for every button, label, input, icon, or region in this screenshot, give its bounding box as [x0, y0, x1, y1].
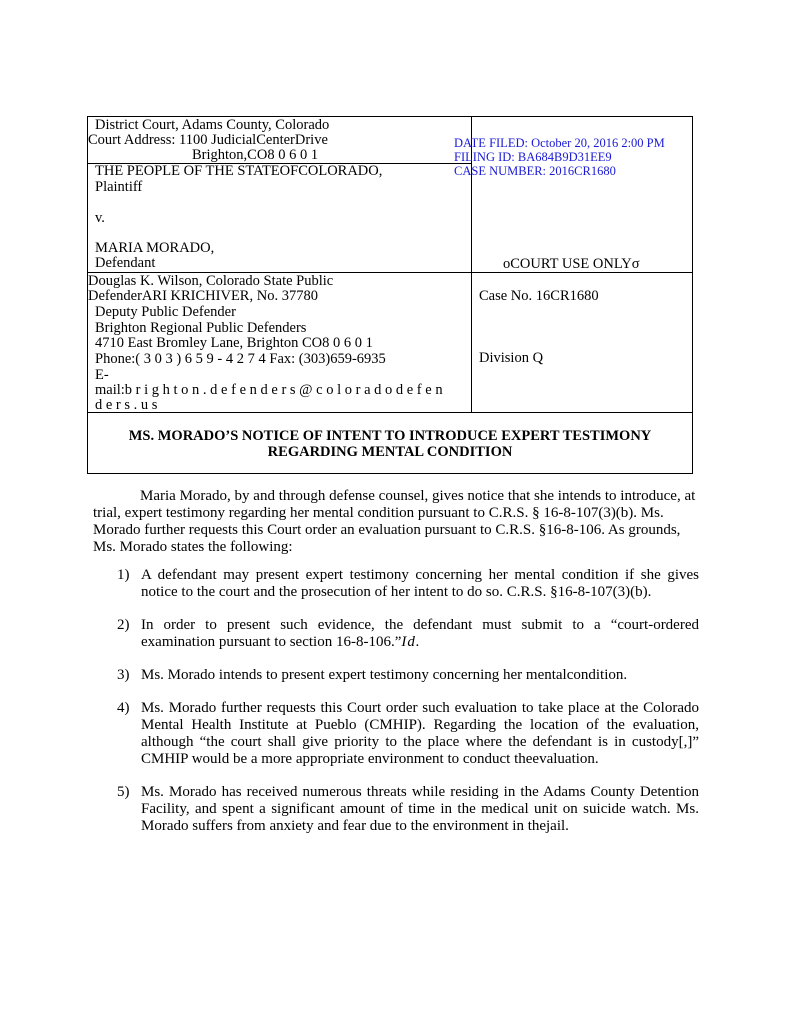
- attorney-email: mail:b r i g h t o n . d e f e n d e r s @ c o l o r a d o d e f e n: [95, 382, 443, 398]
- list-item: [117, 784, 699, 835]
- intro-paragraph: [93, 488, 699, 556]
- case-caption-box: [87, 116, 693, 474]
- plaintiff-name: THE PEOPLE OF THE STATEOFCOLORADO,: [95, 163, 383, 179]
- attorney-email-suffix: d e r s . u s: [95, 397, 158, 413]
- document-title: [88, 428, 692, 460]
- court-name: District Court, Adams County, Colorado: [95, 117, 330, 133]
- list-item-text: Ms. Morado has received numerous threats while residing in the Adams County Detention Facility, and spent a significant amount of time in the medical unit on suicide watch. Ms. Morado suffers from anxiety and fear due to the environment in thejail.: [141, 784, 699, 834]
- filing-date: DATE FILED: October 20, 2016 2:00 PM: [454, 136, 665, 150]
- attorney-line-2: DefenderARI KRICHIVER, No. 37780: [88, 288, 318, 304]
- list-item-number: 5): [117, 784, 130, 800]
- case-number: Case No. 16CR1680: [479, 288, 599, 304]
- attorney-line-1: Douglas K. Wilson, Colorado State Public: [88, 273, 334, 289]
- attorney-line-5: 4710 East Bromley Lane, Brighton CO8 0 6 0 1: [95, 335, 373, 351]
- defendant-role: Defendant: [95, 255, 156, 271]
- attorney-line-4: Brighton Regional Public Defenders: [95, 320, 307, 336]
- list-item-text: A defendant may present expert testimony concerning her mental condition if she gives notice to the court and the prosecution of her intent to do so. C.R.S. §16-8-107(3)(b).: [141, 567, 699, 600]
- list-item: [117, 617, 699, 651]
- list-item-text: Ms. Morado further requests this Court order such evaluation to take place at the Colorado Mental Health Institute at Pueblo (CMHIP). Regarding the location of the evaluation, although “the court shall give priority to the place where the defendant is in custody[,]” CMHIP would be a more appropriate environment to conduct theevaluation.: [141, 700, 699, 767]
- court-city: Brighton,CO8 0 6 0 1: [192, 147, 319, 163]
- plaintiff-role: Plaintiff: [95, 179, 143, 195]
- attorney-line-3: Deputy Public Defender: [95, 304, 236, 320]
- versus: v.: [95, 210, 105, 226]
- list-item: [117, 700, 699, 768]
- division: Division Q: [479, 350, 544, 366]
- list-item: [117, 667, 699, 684]
- list-item-text: In order to present such evidence, the defendant must submit to a “court-ordered examination pursuant to section 16-8-106.”: [141, 617, 699, 650]
- document-title-line-1: MS. MORADO’S NOTICE OF INTENT TO INTRODUCE EXPERT TESTIMONY: [128, 428, 652, 444]
- document-title-line-2: REGARDING MENTAL CONDITION: [267, 444, 513, 460]
- attorney-email-prefix: E-: [95, 367, 109, 383]
- filing-id: FILING ID: BA684B9D31EE9: [454, 150, 612, 164]
- intro-text: Maria Morado, by and through defense counsel, gives notice that she intends to introduce, at trial, expert testimony regarding her mental condition pursuant to C.R.S. § 16-8-107(3)(b). Ms. Morado further requests this Court order an evaluation pursuant to C.R.S. §16-8-106. As grounds, Ms. Morado states the following:: [93, 488, 696, 555]
- list-item: [117, 567, 699, 601]
- numbered-list: [117, 567, 699, 851]
- defendant-name: MARIA MORADO,: [95, 240, 215, 256]
- list-item-number: 2): [117, 617, 130, 633]
- caption-divider-title: [88, 412, 692, 413]
- filing-case-number: CASE NUMBER: 2016CR1680: [454, 164, 616, 178]
- list-item-text: Ms. Morado intends to present expert testimony concerning her mentalcondition.: [141, 667, 628, 683]
- list-item-number: 4): [117, 700, 130, 716]
- court-address: Court Address: 1100 JudicialCenterDrive: [88, 132, 328, 148]
- attorney-phone: Phone:( 3 0 3 ) 6 5 9 - 4 2 7 4 Fax: (303)659-6935: [95, 351, 386, 367]
- list-item-number: 1): [117, 567, 130, 583]
- list-item-number: 3): [117, 667, 130, 683]
- citation-id: Id.: [401, 634, 421, 650]
- court-use-only: οCOURT USE ONLYσ: [503, 256, 640, 272]
